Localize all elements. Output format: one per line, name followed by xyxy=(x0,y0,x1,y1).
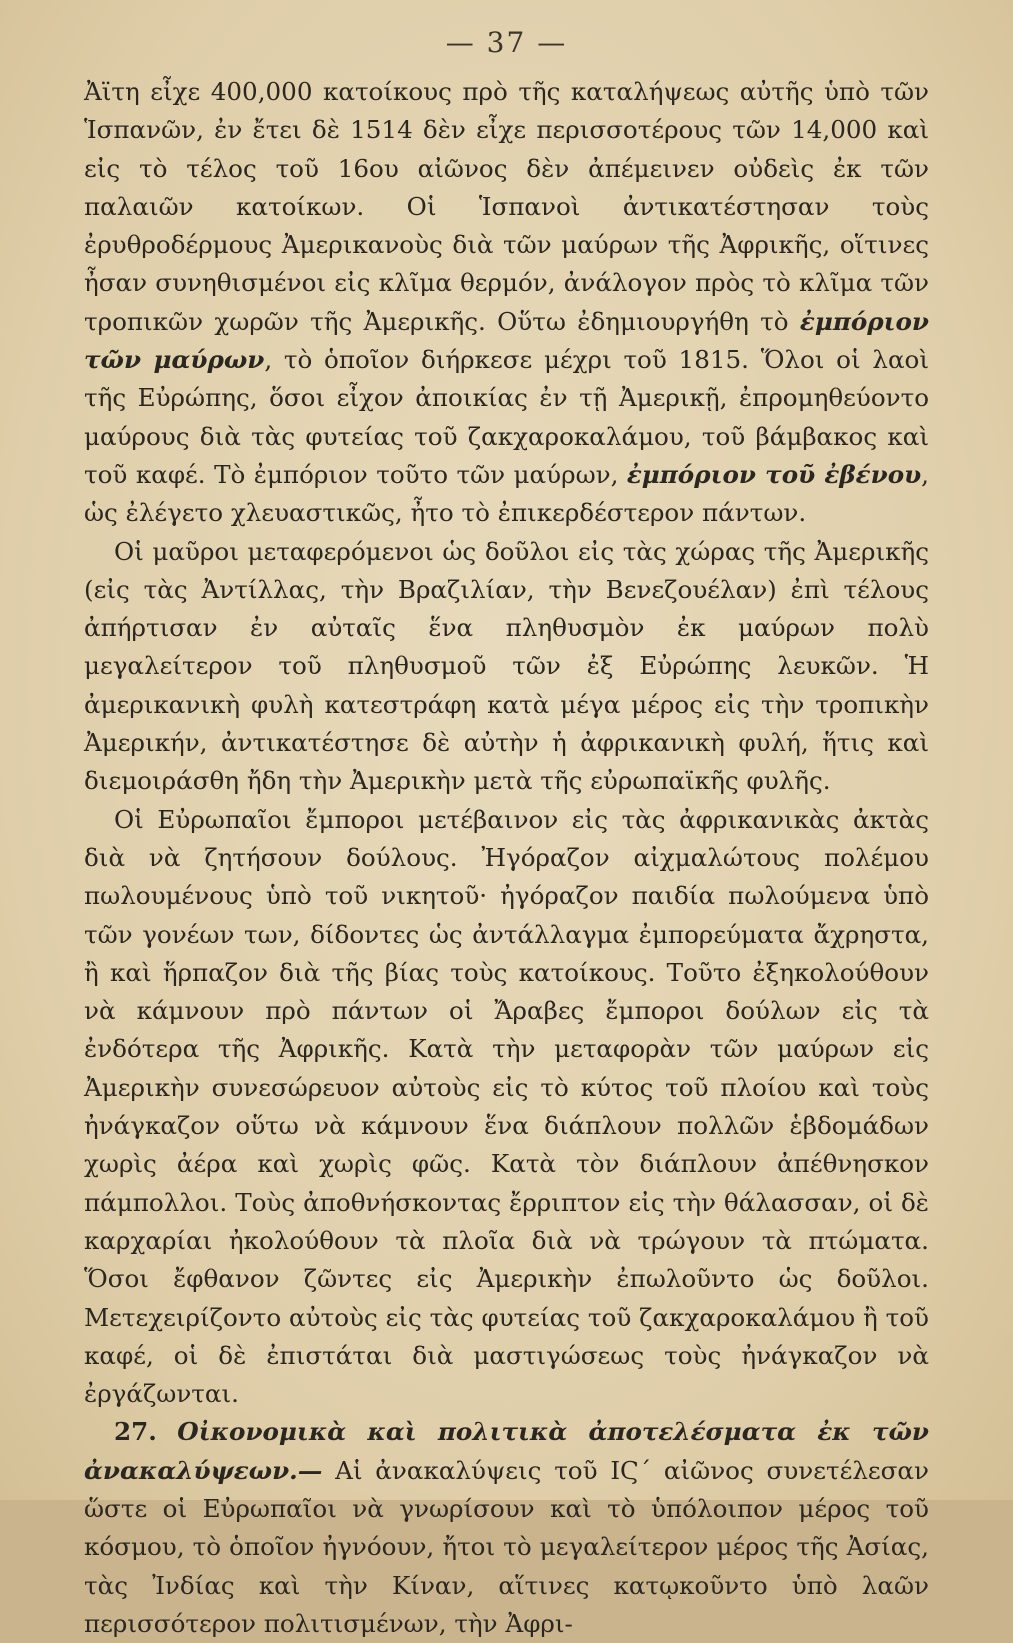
text-segment: Οἱ Εὐρωπαῖοι ἔμποροι μετέβαινον εἰς τὰς ἀφρικανικὰς ἀκτὰς διὰ νὰ ζητήσουν δούλους. Ἠγόραζον αἰχμαλώτους πολέμου πωλουμένους ὑπὸ τοῦ νικητοῦ· ἠγόραζον παιδία πωλούμενα ὑπὸ τῶν γονέων των, δίδοντες ὡς ἀντάλλαγμα ἐμπορεύματα ἄχρηστα, ἢ καὶ ἥρπαζον διὰ τῆς βίας τοὺς κατοίκους. Τοῦτο ἐξηκολούθουν νὰ κάμνουν πρὸ πάντων οἱ Ἄραβες ἔμποροι δούλων εἰς τὰ ἐνδότερα τῆς Ἀφρικῆς. Κατὰ τὴν μεταφορὰν τῶν μαύρων εἰς Ἀμερικὴν συνεσώρευον αὐτοὺς εἰς τὸ κύτος τοῦ πλοίου καὶ τοὺς ἠνάγκαζον οὕτω νὰ κάμνουν ἕνα διάπλουν πολλῶν ἑβδομάδων χωρὶς ἀέρα καὶ χωρὶς φῶς. Κατὰ τὸν διάπλουν ἀπέθνησκον πάμπολλοι. Τοὺς ἀποθνήσκοντας ἔρριπτον εἰς τὴν θάλασσαν, οἱ δὲ καρχαρίαι ἠκολούθουν τὰ πλοῖα διὰ νὰ τρώγουν τὰ πτώματα. Ὅσοι ἔφθανον ζῶντες εἰς Ἀμερικὴν ἐπωλοῦντο ὡς δοῦλοι. Μετεχειρίζοντο αὐτοὺς εἰς τὰς φυτείας τοῦ ζακχαροκαλάμου ἢ τοῦ καφέ, οἱ δὲ ἐπιστάται διὰ μαστιγώσεως τοὺς ἠνάγκαζον νὰ ἐργάζωνται. xyxy=(84,804,929,1409)
emphasized-term: ἐμπόριον τῶν μαύρων xyxy=(84,306,929,375)
text-segment: , τὸ ὁποῖον διήρκεσε μέχρι τοῦ 1815. Ὅλοι οἱ λαοὶ τῆς Εὐρώπης, ὅσοι εἶχον ἀποικίας ἐν τῇ Ἀμερικῇ, ἐπρομηθεύοντο μαύρους διὰ τὰς φυτείας τοῦ ζακχαροκαλάμου, τοῦ βάμβακος καὶ τοῦ καφέ. Τὸ ἐμπόριον τοῦτο τῶν μαύρων, xyxy=(84,345,929,489)
section-paragraph xyxy=(84,1413,929,1643)
paragraph-1 xyxy=(84,73,929,533)
section-number: 27. xyxy=(114,1417,157,1447)
paragraph-3 xyxy=(84,801,929,1414)
paragraph-2 xyxy=(84,533,929,801)
body-text xyxy=(84,73,929,1643)
section-text: Αἱ ἀνακαλύψεις τοῦ ΙϚ´ αἰῶνος συνετέλεσαν ὥστε οἱ Εὐρωπαῖοι νὰ γνωρίσουν καὶ τὸ ὑπόλοιπον μέρος τοῦ κόσμου, τὸ ὁποῖον ἠγνόουν, ἤτοι τὸ μεγαλείτερον μέρος τῆς Ἀσίας, τὰς Ἰνδίας καὶ τὴν Κίναν, αἵτινες κατῳκοῦντο ὑπὸ λαῶν περισσότερον πολιτισμένων, τὴν Ἀφρι- xyxy=(84,1455,929,1638)
text-segment: Οἱ μαῦροι μεταφερόμενοι ὡς δοῦλοι εἰς τὰς χώρας τῆς Ἀμερικῆς (εἰς τὰς Ἀντίλλας, τὴν Βραζιλίαν, τὴν Βενεζουέλαν) ἐπὶ τέλους ἀπήρτισαν ἐν αὐταῖς ἕνα πληθυσμὸν ἐκ μαύρων πολὺ μεγαλείτερον τοῦ πληθυσμοῦ τῶν ἐξ Εὐρώπης λευκῶν. Ἡ ἀμερικανικὴ φυλὴ κατεστράφη κατὰ μέγα μέρος εἰς τὴν τροπικὴν Ἀμερικήν, ἀντικατέστησε δὲ αὐτὴν ἡ ἀφρικανικὴ φυλή, ἥτις καὶ διεμοιράσθη ἤδη τὴν Ἀμερικὴν μετὰ τῆς εὐρωπαϊκῆς φυλῆς. xyxy=(84,536,929,796)
page-number: — 37 — xyxy=(445,26,568,59)
text-segment: , ὡς ἐλέγετο χλευαστικῶς, ἦτο τὸ ἐπικερδέστερον πάντων. xyxy=(84,459,929,528)
emphasized-term: ἐμπόριον τοῦ ἐβένου xyxy=(626,459,922,489)
text-segment: Ἀϊτη εἶχε 400,000 κατοίκους πρὸ τῆς καταλήψεως αὐτῆς ὑπὸ τῶν Ἱσπανῶν, ἐν ἔτει δὲ 1514 δὲν εἶχε περισσοτέρους τῶν 14,000 καὶ εἰς τὸ τέλος τοῦ 16ου αἰῶνος δὲν ἀπέμεινεν οὐδεὶς ἐκ τῶν παλαιῶν κατοίκων. Οἱ Ἱσπανοὶ ἀντικατέστησαν τοὺς ἐρυθροδέρμους Ἀμερικανοὺς διὰ τῶν μαύρων τῆς Ἀφρικῆς, οἵτινες ἦσαν συνηθισμένοι εἰς κλῖμα θερμόν, ἀνάλογον πρὸς τὸ κλῖμα τῶν τροπικῶν χωρῶν τῆς Ἀμερικῆς. Οὕτω ἐδημιουργήθη τὸ xyxy=(84,77,929,336)
section-heading: Οἰκονομικὰ καὶ πολιτικὰ ἀποτελέσματα ἐκ τῶν ἀνακαλύψεων.— xyxy=(84,1417,929,1485)
